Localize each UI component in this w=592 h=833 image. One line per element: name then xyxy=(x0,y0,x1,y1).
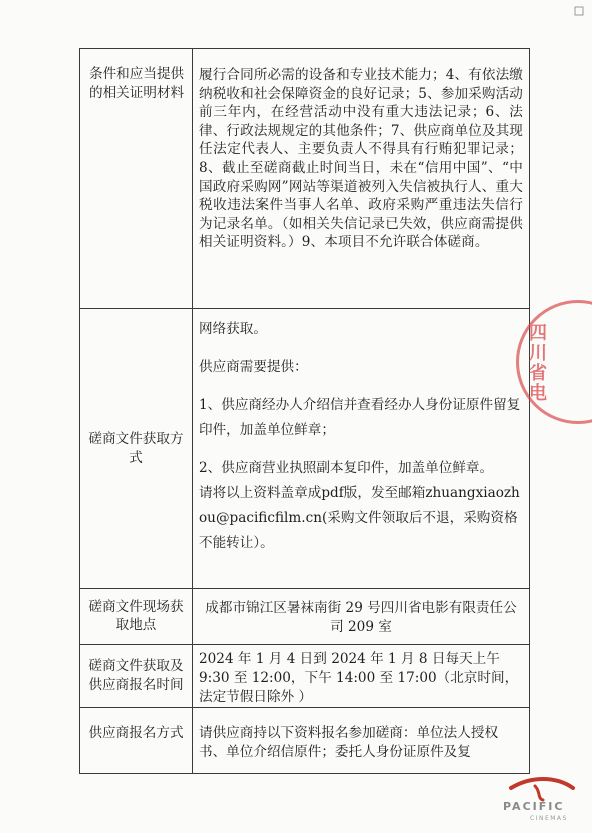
procurement-info-table xyxy=(79,48,530,774)
requirement-2: 2、供应商营业执照副本复印件，加盖单位鲜章。 xyxy=(199,460,494,477)
table-row-onsite-location xyxy=(80,588,530,644)
supplier-must-provide: 供应商需要提供： xyxy=(199,359,308,376)
corner-mark-icon xyxy=(574,6,584,16)
table-row-file-acquisition xyxy=(80,309,530,588)
seal-text: 四川省电 xyxy=(526,323,547,403)
row-label-registration-method: 供应商报名方式 xyxy=(80,707,193,773)
row-label-file-acquisition: 磋商文件获取方式 xyxy=(80,309,193,588)
table-row-registration-time xyxy=(80,644,530,707)
row-content-file-acquisition xyxy=(193,309,530,588)
row-content-registration-time: 2024 年 1 月 4 日到 2024 年 1 月 8 日每天上午 9:30 至 12:00，下午 14:00 至 17:00（北京时间，法定节假日除外 ） xyxy=(193,644,530,707)
submission-instruction: 请将以上资料盖章成pdf版，发至邮箱zhuangxiaozhou@pacificfilm.cn(采购文件领取后不退，采购资格不能转让）。 xyxy=(199,485,520,552)
row-content-qualification xyxy=(193,49,530,309)
qualification-text: 履行合同所必需的设备和专业技术能力；4、有依法缴纳税收和社会保障资金的良好记录；5、参加采购活动前三年内，在经营活动中没有重大违法记录；6、法律、行政法规规定的其他条件；7、供应商单位及其现任法定代表人、主要负责人不得具有行贿犯罪记录；8、截止至磋商截止时间当日，未在“信用中国”、“中国政府采购网”网站等渠道被列入失信被执行人、重大税收违法案件当事人名单、政府采购严重违法失信行为记录名单。（如相关失信记录已失效，供应商需提供相关证明资料。）9、本项目不允许联合体磋商。 xyxy=(199,67,523,251)
row-label-registration-time: 磋商文件获取及供应商报名时间 xyxy=(80,644,193,707)
table-row-registration-method xyxy=(80,707,530,773)
row-content-registration-method: 请供应商持以下资料报名参加磋商：单位法人授权书、单位介绍信原件；委托人身份证原件及复 xyxy=(193,707,530,773)
requirement-1: 1、供应商经办人介绍信并查看经办人身份证原件留复印件，加盖单位鲜章； xyxy=(199,397,521,439)
table-row-qualification xyxy=(80,49,530,309)
row-content-onsite-location: 成都市锦江区暑袜南街 29 号四川省电影有限责任公司 209 室 xyxy=(193,588,530,644)
row-label-qualification: 条件和应当提供的相关证明材料 xyxy=(80,49,193,309)
row-label-onsite-location: 磋商文件现场获取地点 xyxy=(80,588,193,644)
logo-wordmark: PACIFIC xyxy=(503,800,565,813)
logo-subtitle: CINEMAS xyxy=(530,815,568,822)
acquisition-method: 网络获取。 xyxy=(199,321,267,338)
